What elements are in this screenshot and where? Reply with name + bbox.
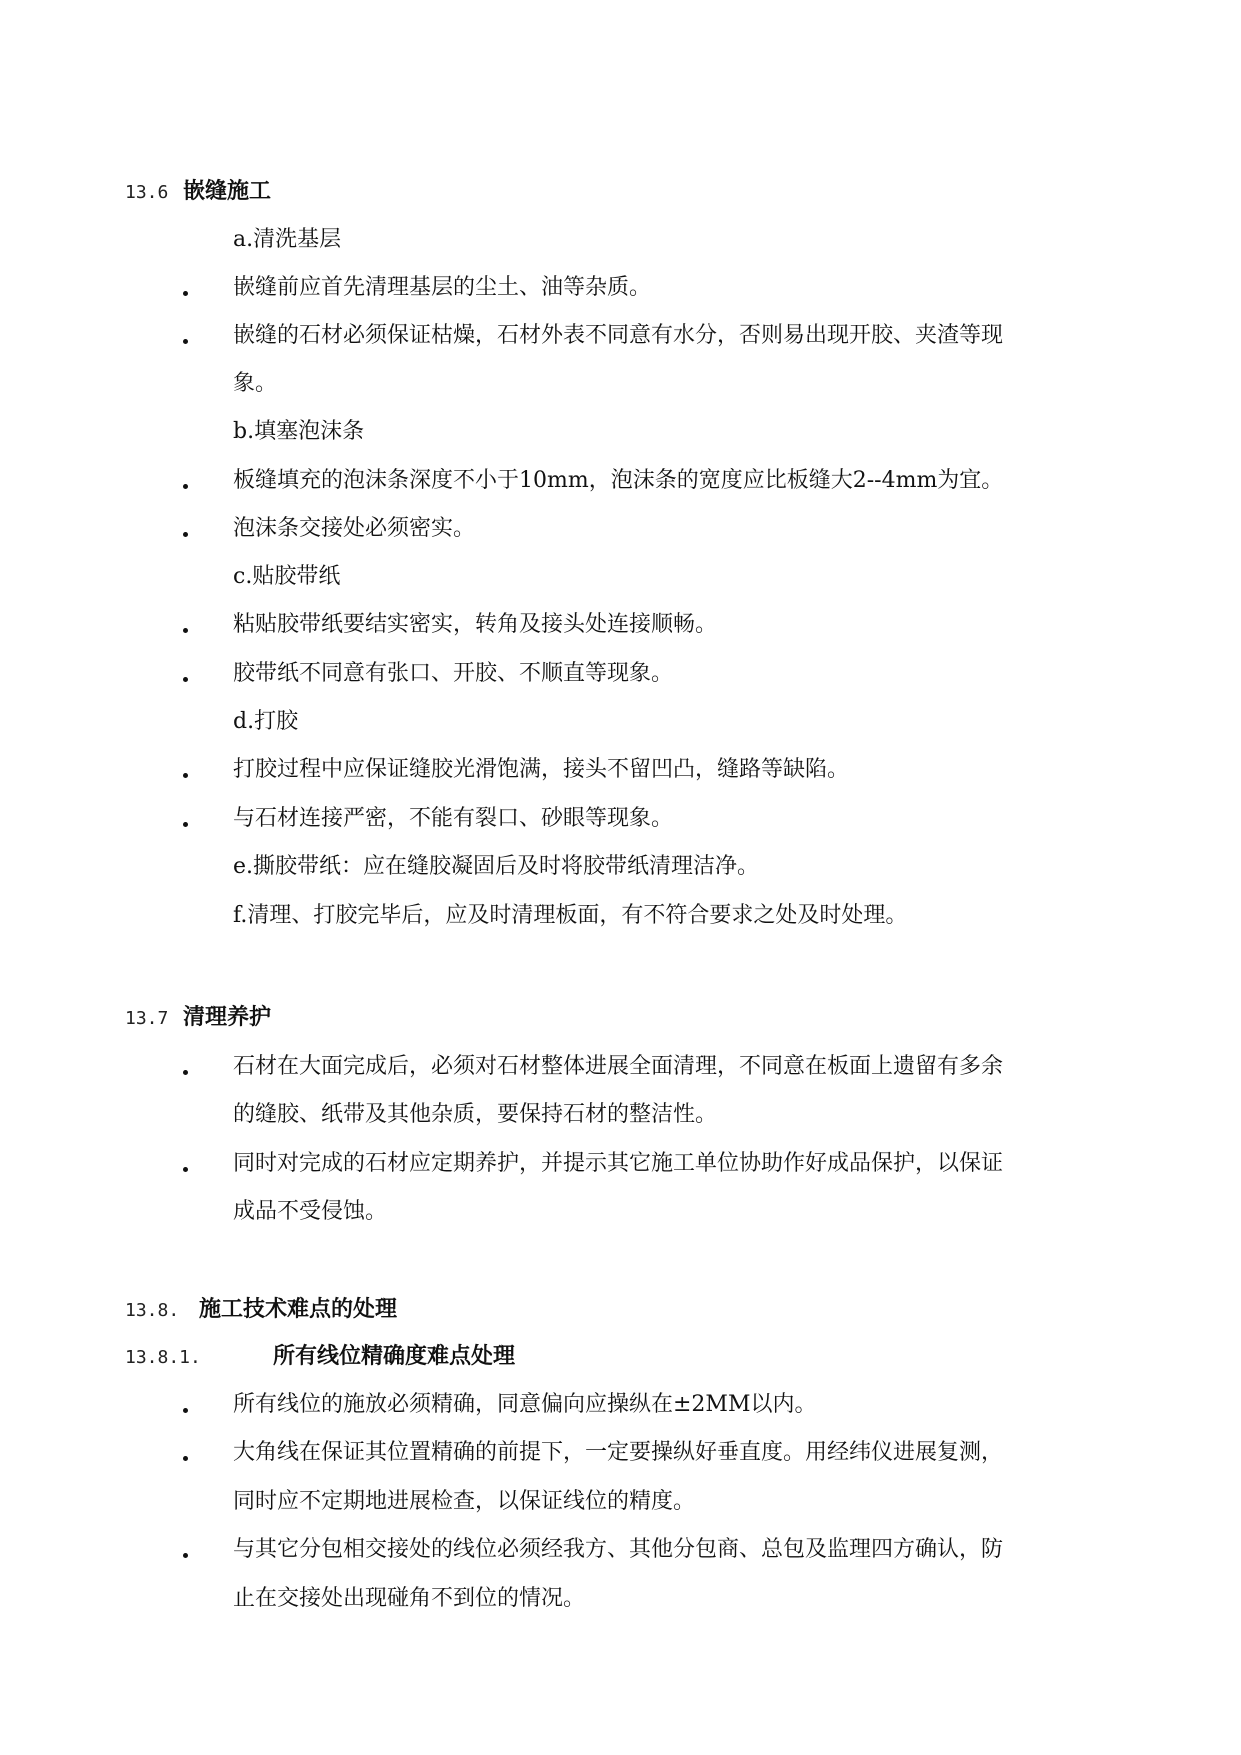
- list-item: 粘贴胶带纸要结实密实，转角及接头处连接顺畅。: [233, 612, 718, 637]
- subsection-heading-13-8-1: [125, 1343, 515, 1372]
- section-title: 施工技术难点的处理: [199, 1297, 398, 1322]
- list-item: 打胶过程中应保证缝胶光滑饱满，接头不留凹凸，缝路等缺陷。: [233, 757, 850, 782]
- list-item-continuation: 止在交接处出现碰角不到位的情况。: [233, 1586, 586, 1611]
- list-item: 大角线在保证其位置精确的前提下，一定要操纵好垂直度。用经纬仪进展复测，: [233, 1440, 1004, 1465]
- bullet-icon: [183, 1070, 188, 1075]
- bullet-icon: [183, 822, 188, 827]
- section-number: 13.6: [125, 182, 169, 203]
- bullet-icon: [183, 773, 188, 778]
- list-item: 同时对完成的石材应定期养护，并提示其它施工单位协助作好成品保护，以保证: [233, 1151, 1004, 1176]
- bullet-icon: [183, 677, 188, 682]
- section-heading-13-7: [125, 1004, 271, 1033]
- list-item: 板缝填充的泡沫条深度不小于10mm，泡沫条的宽度应比板缝大2--4mm为宜。: [233, 468, 1004, 493]
- bullet-icon: [183, 339, 188, 344]
- list-item: 泡沫条交接处必须密实。: [233, 516, 476, 541]
- list-item: 与其它分包相交接处的线位必须经我方、其他分包商、总包及监理四方确认，防: [233, 1537, 1004, 1562]
- subsection-label-a: a.清洗基层: [233, 227, 342, 252]
- list-item: 嵌缝的石材必须保证枯燥，石材外表不同意有水分，否则易出现开胶、夹渣等现: [233, 323, 1004, 348]
- subsection-label-b: b.填塞泡沫条: [233, 419, 365, 444]
- list-item-continuation: 成品不受侵蚀。: [233, 1199, 388, 1224]
- bullet-icon: [183, 484, 188, 489]
- subsection-title: 所有线位精确度难点处理: [273, 1344, 516, 1369]
- bullet-icon: [183, 291, 188, 296]
- bullet-icon: [183, 1167, 188, 1172]
- subsection-label-f: f.清理、打胶完毕后，应及时清理板面，有不符合要求之处及时处理。: [233, 903, 908, 928]
- section-title: 嵌缝施工: [183, 179, 272, 204]
- list-item-continuation: 象。: [233, 371, 278, 396]
- subsection-label-e: e.撕胶带纸：应在缝胶凝固后及时将胶带纸清理洁净。: [233, 854, 760, 879]
- bullet-icon: [183, 628, 188, 633]
- bullet-icon: [183, 1553, 188, 1558]
- subsection-number: 13.8.1.: [125, 1347, 201, 1368]
- bullet-icon: [183, 1456, 188, 1461]
- section-number: 13.8.: [125, 1300, 180, 1321]
- section-title: 清理养护: [183, 1005, 272, 1030]
- list-item-continuation: 同时应不定期地进展检查，以保证线位的精度。: [233, 1489, 696, 1514]
- subsection-label-c: c.贴胶带纸: [233, 564, 341, 589]
- bullet-icon: [183, 1408, 188, 1413]
- list-item-continuation: 的缝胶、纸带及其他杂质，要保持石材的整洁性。: [233, 1102, 718, 1127]
- section-heading-13-6: [125, 178, 271, 207]
- list-item: 胶带纸不同意有张口、开胶、不顺直等现象。: [233, 661, 674, 686]
- section-number: 13.7: [125, 1008, 169, 1029]
- list-item: 所有线位的施放必须精确，同意偏向应操纵在±2MM以内。: [233, 1392, 817, 1417]
- list-item: 与石材连接严密，不能有裂口、砂眼等现象。: [233, 806, 674, 831]
- bullet-icon: [183, 532, 188, 537]
- list-item: 石材在大面完成后，必须对石材整体进展全面清理，不同意在板面上遗留有多余: [233, 1054, 1004, 1079]
- section-heading-13-8: [125, 1296, 397, 1325]
- list-item: 嵌缝前应首先清理基层的尘土、油等杂质。: [233, 275, 652, 300]
- subsection-label-d: d.打胶: [233, 709, 299, 734]
